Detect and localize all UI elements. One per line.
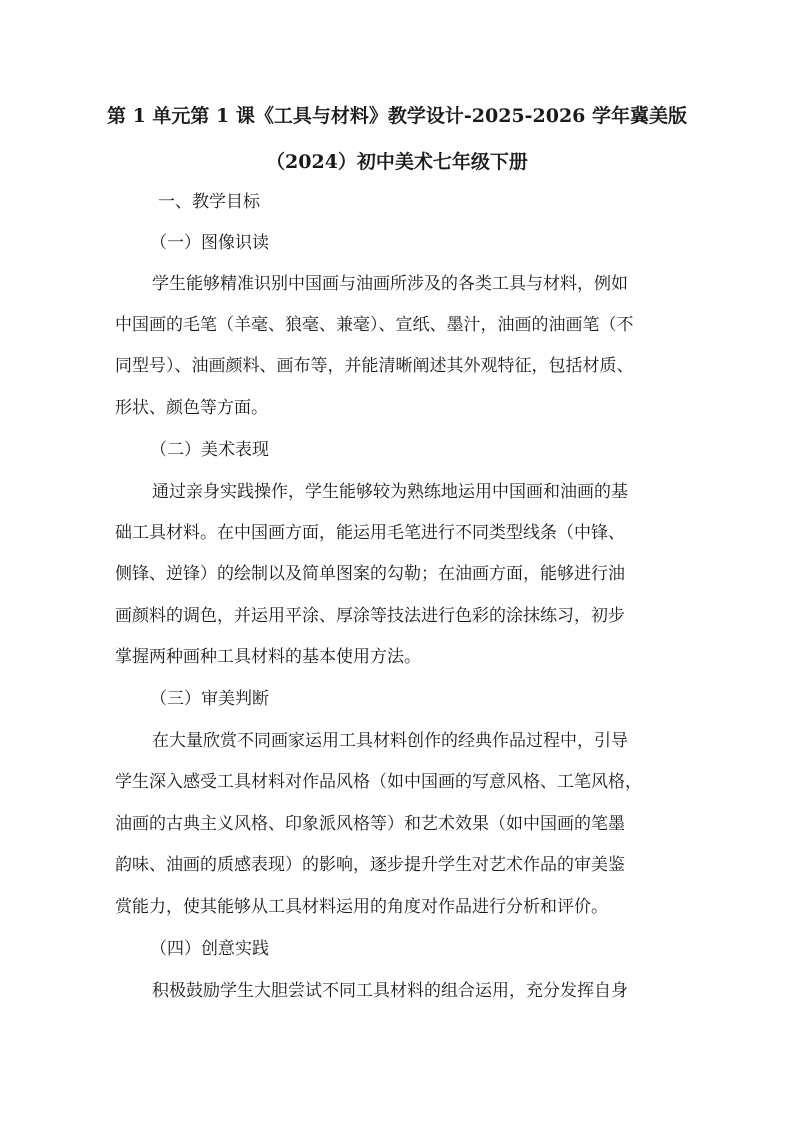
paragraph-line: 学生深入感受工具材料对作品风格（如中国画的写意风格、工笔风格， xyxy=(115,772,642,792)
paragraph-line: 形状、颜色等方面。 xyxy=(115,398,268,418)
paragraph-line: 中国画的毛笔（羊毫、狼毫、兼毫）、宣纸、墨汁，油画的油画笔（不 xyxy=(115,315,634,335)
section-heading-teaching-goals: 一、教学目标 xyxy=(158,192,260,212)
document-title-line-2: （2024）初中美术七年级下册 xyxy=(266,151,528,173)
paragraph-line: 韵味、油画的质感表现）的影响，逐步提升学生对艺术作品的审美鉴 xyxy=(115,855,625,875)
subsection-heading-image-reading: （一）图像识读 xyxy=(150,233,269,253)
paragraph-line: 油画的古典主义风格、印象派风格等）和艺术效果（如中国画的笔墨 xyxy=(115,814,625,834)
paragraph-line: 学生能够精准识别中国画与油画所涉及的各类工具与材料，例如 xyxy=(152,274,628,294)
paragraph-line: 赏能力，使其能够从工具材料运用的角度对作品进行分析和评价。 xyxy=(115,897,608,917)
subsection-heading-aesthetic-judgment: （三）审美判断 xyxy=(150,689,269,709)
paragraph-line: 掌握两种画种工具材料的基本使用方法。 xyxy=(115,647,421,667)
document-title-line-1: 第 1 单元第 1 课《工具与材料》教学设计-2025-2026 学年冀美版 xyxy=(106,105,688,127)
paragraph-line: 在大量欣赏不同画家运用工具材料创作的经典作品过程中，引导 xyxy=(152,731,628,751)
paragraph-line: 画颜料的调色，并运用平涂、厚涂等技法进行色彩的涂抹练习，初步 xyxy=(115,606,625,626)
paragraph-line: 同型号）、油画颜料、画布等，并能清晰阐述其外观特征，包括材质、 xyxy=(115,356,634,376)
paragraph-line: 积极鼓励学生大胆尝试不同工具材料的组合运用，充分发挥自身 xyxy=(152,981,628,1001)
paragraph-line: 通过亲身实践操作，学生能够较为熟练地运用中国画和油画的基 xyxy=(152,482,628,502)
subsection-heading-art-expression: （二）美术表现 xyxy=(150,440,269,460)
paragraph-line: 侧锋、逆锋）的绘制以及简单图案的勾勒；在油画方面，能够进行油 xyxy=(115,564,625,584)
paragraph-line: 础工具材料。在中国画方面，能运用毛笔进行不同类型线条（中锋、 xyxy=(115,523,625,543)
subsection-heading-creative-practice: （四）创意实践 xyxy=(150,939,269,959)
